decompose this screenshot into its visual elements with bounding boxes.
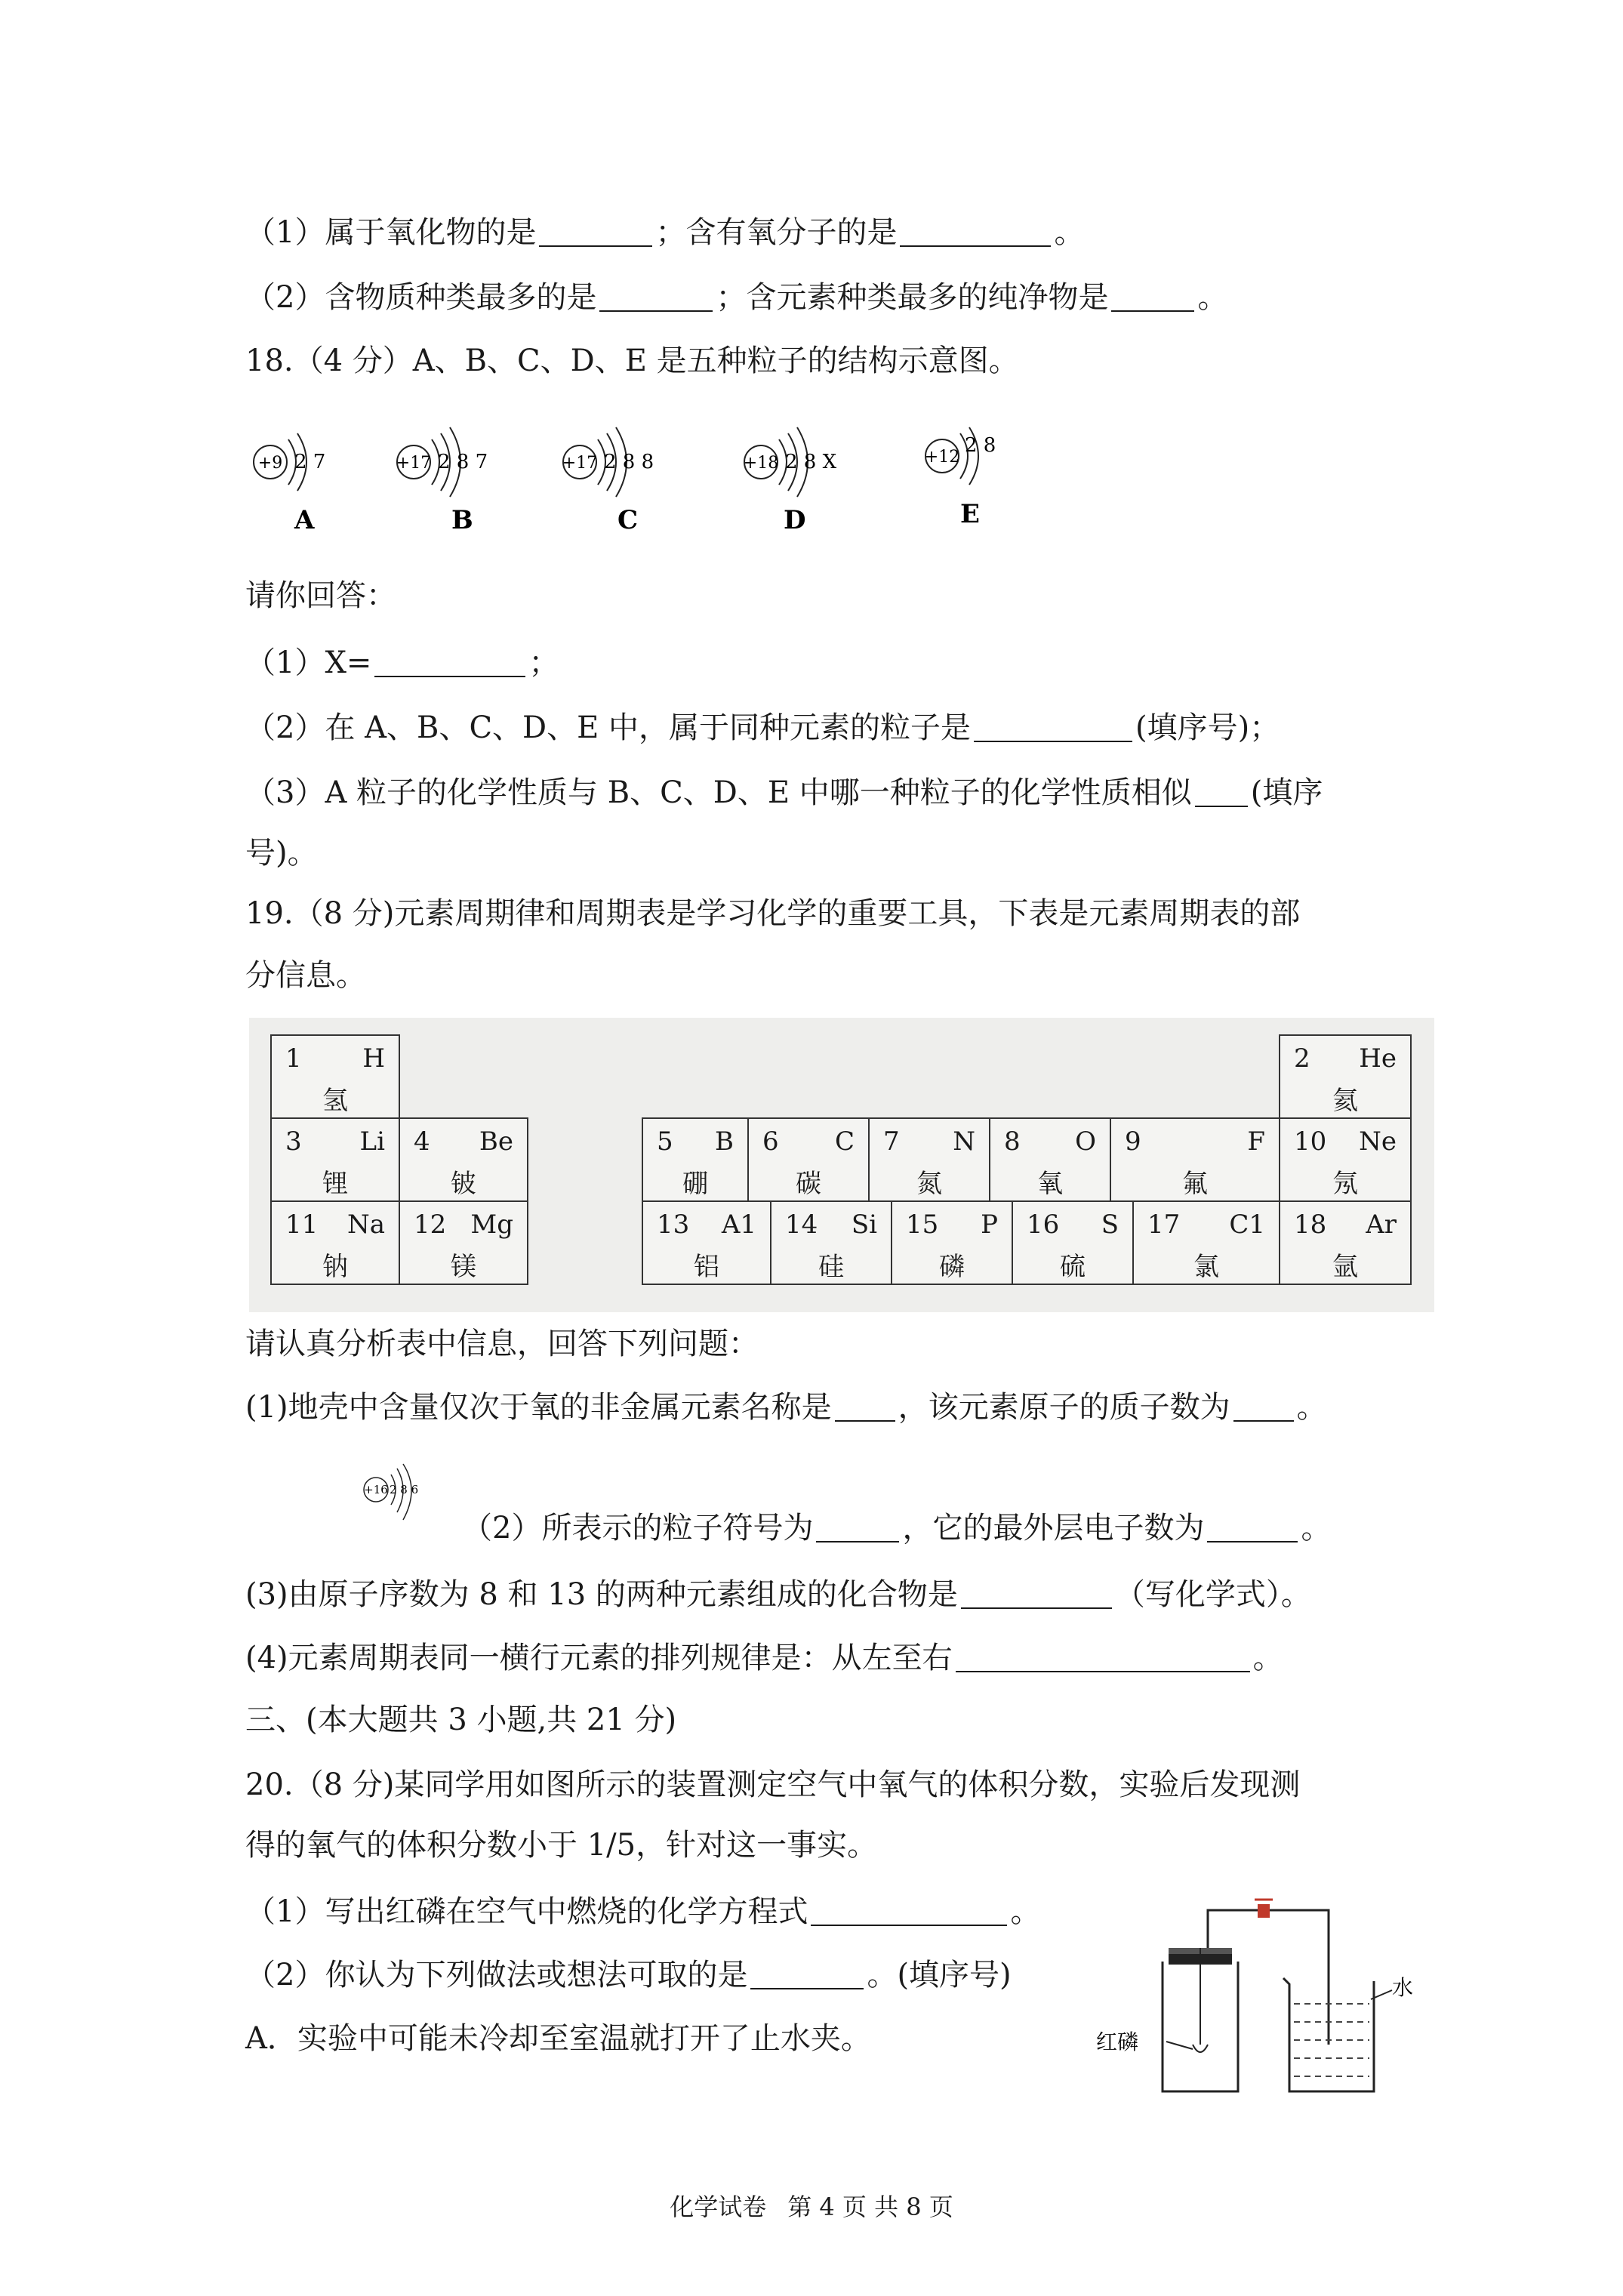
element-symbol: C1 (1229, 1210, 1265, 1240)
atomic-number: 5 (657, 1126, 673, 1157)
water-label: 水 (1392, 1976, 1414, 1999)
answer-blank[interactable] (900, 218, 1051, 247)
q20-text: 。 (1010, 1894, 1041, 1929)
q20-title-1: 20.（8 分)某同学用如图所示的装置测定空气中氧气的体积分数，实验后发现测 (245, 1767, 1301, 1802)
element-name: 氟 (1182, 1169, 1208, 1199)
q19-text: (3)由原子序数为 8 和 13 的两种元素组成的化合物是 (245, 1577, 958, 1612)
element-symbol: P (981, 1210, 998, 1240)
atomic-number: 12 (414, 1210, 447, 1240)
answer-blank[interactable] (1195, 778, 1248, 807)
shell-electrons: 2 8 X (785, 451, 837, 473)
q18-text: ； (528, 646, 559, 680)
element-name: 氖 (1332, 1169, 1358, 1199)
q20-text: 。(填序号) (867, 1958, 1012, 1992)
answer-blank[interactable] (1207, 1514, 1298, 1542)
q18-prompt: 请你回答： (245, 578, 396, 613)
element-cell-c (747, 1117, 870, 1202)
periodic-table (249, 1018, 1434, 1312)
shell-electrons: 2 8 7 (438, 451, 488, 473)
element-name: 氦 (1332, 1086, 1358, 1116)
nucleus-label: +17 (562, 454, 598, 473)
atomic-number: 9 (1125, 1126, 1141, 1157)
element-name: 氮 (916, 1169, 942, 1199)
q19-title-1: 19.（8 分)元素周期律和周期表是学习化学的重要工具，下表是元素周期表的部 (245, 896, 1301, 931)
element-symbol: Ne (1359, 1126, 1397, 1157)
element-name: 碳 (796, 1169, 821, 1199)
element-symbol: Ar (1366, 1210, 1397, 1240)
q20-option-a: A．实验中可能未冷却至室温就打开了止水夹。 (245, 2021, 871, 2056)
atom-diagram-d (744, 427, 837, 535)
atomic-number: 17 (1147, 1210, 1181, 1240)
element-cell-ar (1279, 1200, 1412, 1285)
atom-diagram-e (925, 427, 996, 529)
phosphorus-label: 红磷 (1096, 2030, 1139, 2054)
q19-sub-2 (462, 1509, 1331, 1548)
element-cell-h (270, 1034, 400, 1119)
q19-text: 。 (1252, 1641, 1283, 1675)
element-name: 钠 (322, 1252, 348, 1282)
atom-diagram-b (396, 427, 488, 535)
atomic-number: 7 (883, 1126, 900, 1157)
q19-text: 。 (1296, 1390, 1327, 1425)
shell-electrons: 2 7 (294, 451, 326, 473)
element-symbol: Mg (470, 1210, 513, 1240)
answer-blank[interactable] (539, 218, 652, 247)
oxygen-experiment-apparatus (1087, 1894, 1419, 2097)
q18-text: (填序 (1250, 775, 1323, 810)
q18-title: 18.（4 分）A、B、C、D、E 是五种粒子的结构示意图。 (245, 344, 1019, 378)
q17-text: 。 (1054, 215, 1085, 250)
nucleus-label: +18 (743, 454, 779, 473)
atom-structure-diagrams (242, 423, 1110, 544)
element-symbol: O (1075, 1126, 1096, 1157)
footer-page-number: 第 4 页 共 8 页 (787, 2193, 953, 2221)
q20-sub-1 (245, 1892, 1040, 1931)
nucleus-label: +16 (364, 1483, 388, 1496)
answer-blank[interactable] (599, 283, 713, 312)
element-name: 锂 (322, 1169, 348, 1199)
q20-sub-2 (245, 1955, 1012, 1995)
element-symbol: Li (359, 1126, 385, 1157)
element-cell-al (642, 1200, 771, 1285)
q18-text: （2）在 A、B、C、D、E 中，属于同种元素的粒子是 (245, 710, 972, 745)
answer-blank[interactable] (974, 713, 1132, 742)
element-cell-mg (399, 1200, 528, 1285)
footer-subject: 化学试卷 (670, 2193, 767, 2221)
element-symbol: Be (479, 1126, 513, 1157)
q17-text: ；含有氧分子的是 (655, 215, 898, 250)
element-cell-ne (1279, 1117, 1412, 1202)
atomic-number: 8 (1004, 1126, 1021, 1157)
atomic-number: 3 (285, 1126, 302, 1157)
element-cell-li (270, 1117, 400, 1202)
atomic-number: 13 (657, 1210, 690, 1240)
element-name: 硅 (818, 1252, 844, 1282)
section-heading: 三、(本大题共 3 小题,共 21 分) (245, 1703, 677, 1737)
q19-text: ，它的最外层电子数为 (902, 1511, 1205, 1546)
nucleus-label: +17 (396, 454, 432, 473)
element-cell-p (891, 1200, 1013, 1285)
element-cell-b (642, 1117, 749, 1202)
atomic-number: 16 (1027, 1210, 1060, 1240)
q19-text: 。 (1301, 1511, 1332, 1546)
q20-text: （2）你认为下列做法或想法可取的是 (245, 1958, 748, 1992)
diagram-label: A (294, 505, 315, 535)
answer-blank[interactable] (750, 1961, 864, 1989)
q17-text: ；含元素种类最多的纯净物是 (716, 280, 1109, 315)
element-symbol: He (1359, 1043, 1397, 1074)
atomic-number: 11 (285, 1210, 319, 1240)
element-name: 铝 (694, 1252, 719, 1282)
answer-blank[interactable] (835, 1393, 895, 1422)
q19-text: (4)元素周期表同一横行元素的排列规律是：从左至右 (245, 1641, 953, 1675)
shell-electrons: 2 8 (965, 434, 996, 457)
q19-text: （2）所表示的粒子符号为 (462, 1511, 814, 1546)
element-symbol: C (834, 1126, 855, 1157)
q19-text: （写化学式）。 (1114, 1577, 1311, 1612)
atomic-number: 18 (1294, 1210, 1327, 1240)
q18-sub-2 (245, 708, 1280, 747)
atomic-number: 15 (906, 1210, 939, 1240)
element-cell-s (1012, 1200, 1134, 1285)
atomic-number: 1 (285, 1043, 302, 1074)
element-cell-cl (1132, 1200, 1280, 1285)
q19-analyze: 请认真分析表中信息，回答下列问题： (245, 1327, 759, 1361)
page-footer (0, 2188, 1623, 2223)
answer-blank[interactable] (1111, 283, 1194, 312)
element-name: 氩 (1332, 1252, 1358, 1282)
q20-title-2: 得的氧气的体积分数小于 1/5，针对这一事实。 (245, 1828, 878, 1863)
element-cell-he (1279, 1034, 1412, 1119)
nucleus-label: +12 (924, 448, 960, 467)
atomic-number: 4 (414, 1126, 430, 1157)
sulfur-ion-diagram (355, 1461, 445, 1529)
water-stop-clamp-icon (1258, 1904, 1270, 1918)
atom-diagram-c (562, 427, 654, 535)
element-symbol: N (953, 1126, 975, 1157)
atom-diagram-a (254, 433, 325, 535)
element-name: 磷 (939, 1252, 965, 1282)
shell-electrons: 2 8 6 (390, 1483, 419, 1496)
element-name: 硼 (682, 1169, 708, 1199)
element-name: 氢 (322, 1086, 348, 1116)
q17-line-2 (245, 278, 1227, 317)
element-symbol: A1 (721, 1210, 756, 1240)
element-symbol: S (1101, 1210, 1119, 1240)
element-cell-na (270, 1200, 400, 1285)
q19-sub-3 (245, 1575, 1311, 1614)
q19-sub-4 (245, 1638, 1283, 1678)
atomic-number: 10 (1294, 1126, 1327, 1157)
element-cell-o (989, 1117, 1111, 1202)
q17-text: （1）属于氧化物的是 (245, 215, 537, 250)
element-cell-n (868, 1117, 990, 1202)
q18-text: （3）A 粒子的化学性质与 B、C、D、E 中哪一种粒子的化学性质相似 (245, 775, 1192, 810)
element-name: 镁 (451, 1252, 476, 1282)
element-name: 铍 (451, 1169, 476, 1199)
element-name: 氧 (1037, 1169, 1063, 1199)
atomic-number: 2 (1294, 1043, 1310, 1074)
q18-sub-1 (245, 643, 559, 683)
q18-text: (填序号)； (1135, 710, 1280, 745)
q20-text: （1）写出红磷在空气中燃烧的化学方程式 (245, 1894, 808, 1929)
element-symbol: H (362, 1043, 385, 1074)
answer-blank[interactable] (811, 1897, 1007, 1926)
shell-electrons: 2 8 8 (604, 451, 654, 473)
element-name: 硫 (1060, 1252, 1086, 1282)
q19-sub-1 (245, 1388, 1327, 1427)
element-cell-be (399, 1117, 528, 1202)
q17-line-1 (245, 213, 1084, 252)
q18-sub-3-cont: 号)。 (245, 836, 318, 871)
answer-blank[interactable] (956, 1644, 1250, 1672)
atomic-number: 6 (762, 1126, 779, 1157)
diagram-label: E (960, 499, 980, 529)
q17-text: （2）含物质种类最多的是 (245, 280, 597, 315)
diagram-label: D (784, 505, 806, 535)
atomic-number: 14 (785, 1210, 818, 1240)
q18-text: （1）X= (245, 646, 372, 680)
element-name: 氯 (1193, 1252, 1219, 1282)
answer-blank[interactable] (961, 1580, 1112, 1609)
element-symbol: F (1247, 1126, 1265, 1157)
answer-blank[interactable] (816, 1514, 899, 1542)
q19-text: (1)地壳中含量仅次于氧的非金属元素名称是 (245, 1390, 832, 1425)
element-symbol: B (715, 1126, 734, 1157)
diagram-label: C (617, 505, 639, 535)
q18-sub-3 (245, 773, 1323, 812)
nucleus-label: +9 (257, 454, 283, 473)
answer-blank[interactable] (1233, 1393, 1294, 1422)
q17-text: 。 (1197, 280, 1228, 315)
element-symbol: Na (346, 1210, 385, 1240)
diagram-label: B (451, 505, 473, 535)
element-cell-f (1110, 1117, 1280, 1202)
answer-blank[interactable] (374, 649, 525, 677)
q19-title-2: 分信息。 (245, 958, 366, 993)
element-symbol: Si (851, 1210, 877, 1240)
element-cell-si (770, 1200, 892, 1285)
q19-text: ，该元素原子的质子数为 (898, 1390, 1230, 1425)
